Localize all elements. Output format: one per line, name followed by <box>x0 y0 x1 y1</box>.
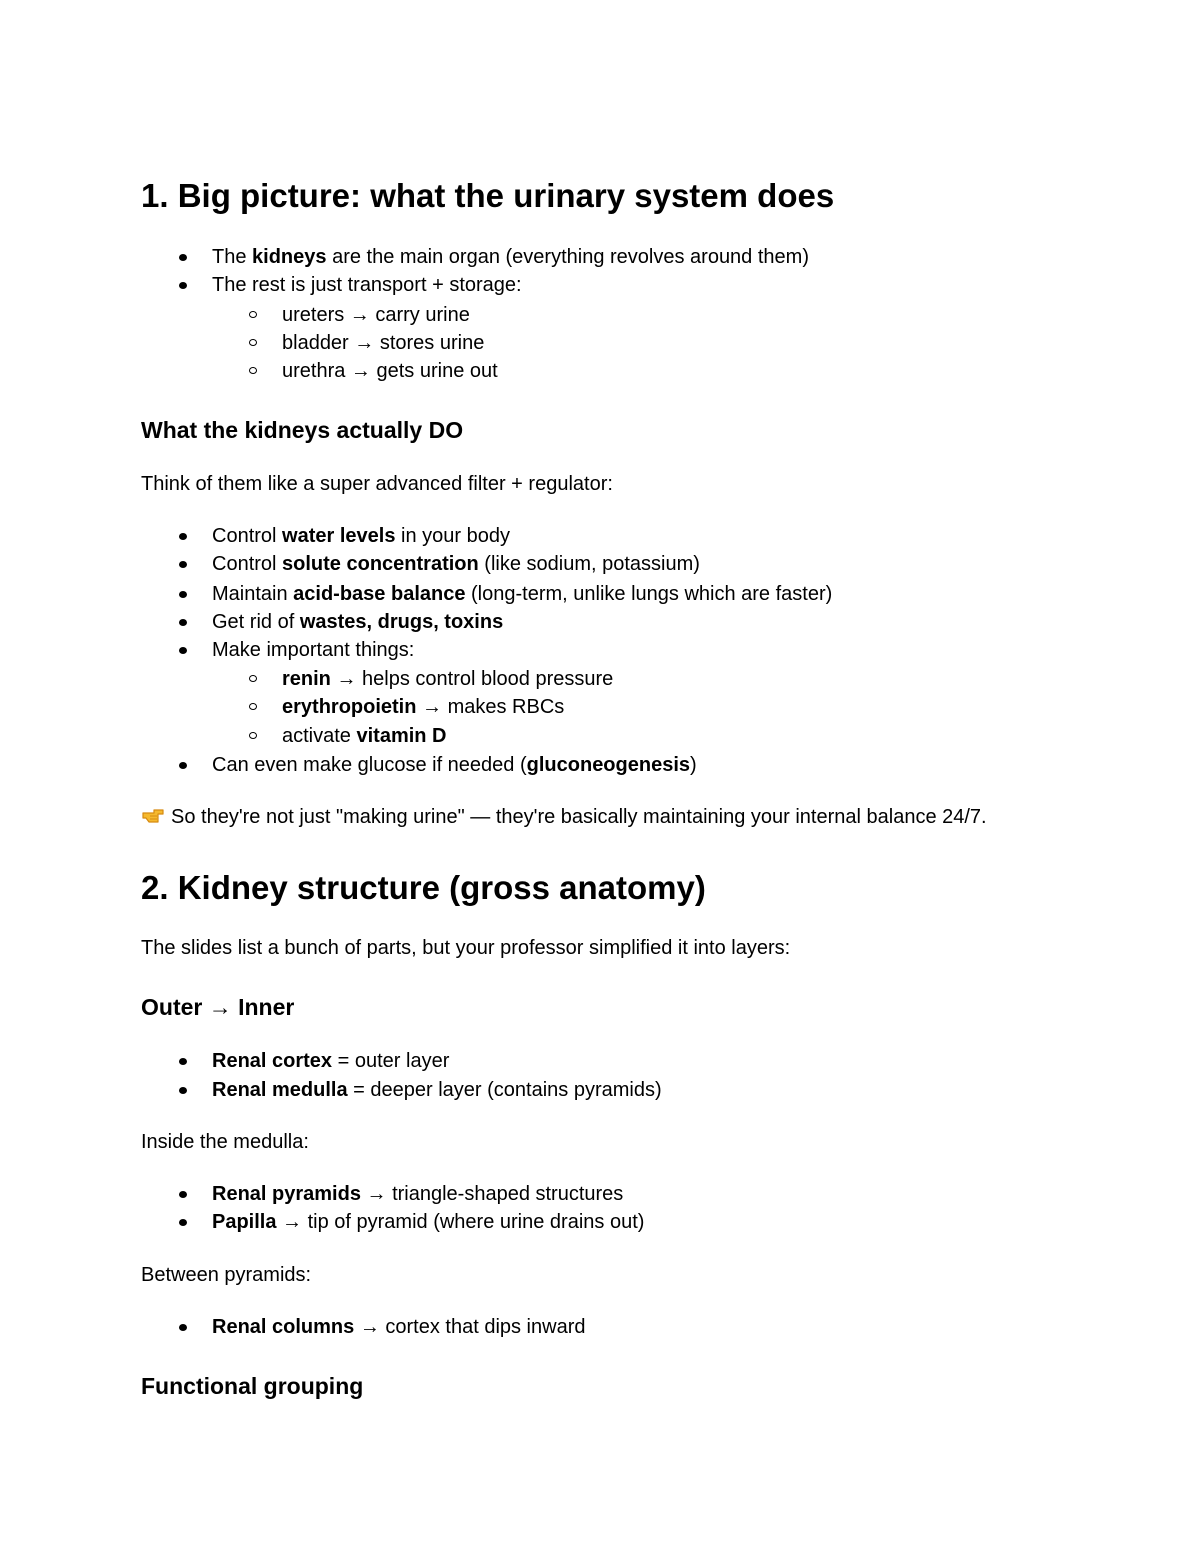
bullet-icon <box>179 1087 187 1094</box>
sub-list-item: bladder → stores urine <box>282 329 484 357</box>
list-item: Control water levels in your body <box>212 522 510 550</box>
circle-bullet-icon <box>249 732 257 739</box>
circle-bullet-icon <box>249 339 257 346</box>
bullet-icon <box>179 619 187 626</box>
list-item: Renal pyramids → triangle-shaped structures <box>212 1180 623 1208</box>
section-1-title: 1. Big picture: what the urinary system does <box>141 177 835 214</box>
circle-bullet-icon <box>249 311 257 318</box>
bullet-icon <box>179 561 187 568</box>
circle-bullet-icon <box>249 675 257 682</box>
bullet-icon <box>179 533 187 540</box>
section-2-intro: The slides list a bunch of parts, but your professor simplified it into layers: <box>141 937 791 959</box>
bullet-icon <box>179 1219 187 1226</box>
bullet-icon <box>179 647 187 654</box>
bullet-icon <box>179 591 187 598</box>
between-pyramids-label: Between pyramids: <box>141 1264 312 1286</box>
sub-list-item: urethra → gets urine out <box>282 357 498 385</box>
inside-medulla-label: Inside the medulla: <box>141 1131 309 1153</box>
list-item: Get rid of wastes, drugs, toxins <box>212 608 503 636</box>
intro-paragraph: Think of them like a super advanced filter + regulator: <box>141 473 613 495</box>
subheading-functional-grouping: Functional grouping <box>141 1373 364 1399</box>
circle-bullet-icon <box>249 703 257 710</box>
bullet-icon <box>179 1324 187 1331</box>
bullet-icon <box>179 1058 187 1065</box>
bullet-icon <box>179 1191 187 1198</box>
sub-list-item: activate vitamin D <box>282 722 447 750</box>
bullet-icon <box>179 282 187 289</box>
bullet-icon <box>179 762 187 769</box>
subheading-outer-inner: Outer → Inner <box>141 994 295 1020</box>
note-paragraph: So they're not just "making urine" — they're basically maintaining your internal balance 24/7. <box>141 803 987 831</box>
list-item: Can even make glucose if needed (gluconeogenesis) <box>212 751 697 779</box>
section-2-title: 2. Kidney structure (gross anatomy) <box>141 869 706 906</box>
list-item: Control solute concentration (like sodium, potassium) <box>212 550 700 578</box>
sub-list-item: renin → helps control blood pressure <box>282 665 613 693</box>
list-item: Renal columns → cortex that dips inward <box>212 1313 585 1341</box>
list-item: Renal medulla = deeper layer (contains pyramids) <box>212 1076 662 1104</box>
subheading-kidneys-do: What the kidneys actually DO <box>141 417 464 443</box>
bullet-icon <box>179 254 187 261</box>
list-item: The rest is just transport + storage: <box>212 271 522 299</box>
sub-list-item: ureters → carry urine <box>282 301 470 329</box>
circle-bullet-icon <box>249 367 257 374</box>
list-item: Maintain acid-base balance (long-term, unlike lungs which are faster) <box>212 580 832 608</box>
list-item: Renal cortex = outer layer <box>212 1047 449 1075</box>
pointing-hand-icon <box>141 804 165 826</box>
list-item: The kidneys are the main organ (everything revolves around them) <box>212 243 809 271</box>
list-item: Make important things: <box>212 636 414 664</box>
list-item: Papilla → tip of pyramid (where urine drains out) <box>212 1208 644 1236</box>
sub-list-item: erythropoietin → makes RBCs <box>282 693 564 721</box>
